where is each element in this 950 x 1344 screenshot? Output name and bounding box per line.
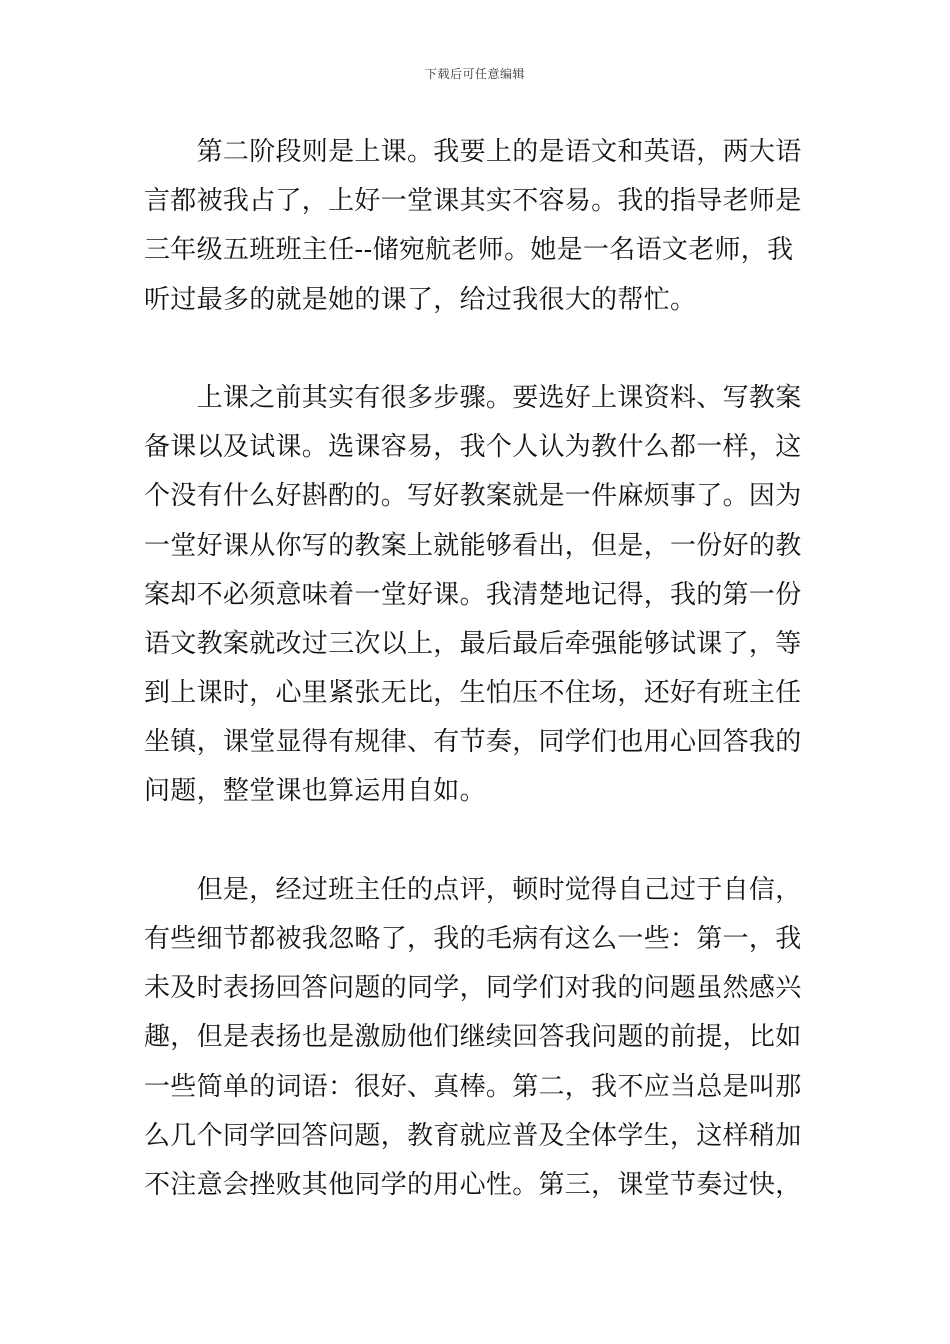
text-line: 到上课时，心里紧张无比，生怕压不住场，还好有班主任 bbox=[144, 678, 802, 709]
paragraph-gap bbox=[144, 325, 808, 374]
text-line: 听过最多的就是她的课了，给过我很大的帮忙。 bbox=[144, 284, 697, 315]
text-line: 未及时表扬回答问题的同学，同学们对我的问题虽然感兴 bbox=[144, 973, 802, 1004]
text-line: 坐镇，课堂显得有规律、有节奏，同学们也用心回答我的 bbox=[144, 727, 802, 758]
text-line: 但是，经过班主任的点评，顿时觉得自己过于自信， bbox=[144, 874, 802, 905]
text-line: 三年级五班班主任--储宛航老师。她是一名语文老师，我 bbox=[144, 235, 794, 266]
paragraph-gap bbox=[144, 817, 808, 866]
text-line: 上课之前其实有很多步骤。要选好上课资料、写教案 bbox=[144, 382, 802, 413]
text-line: 一堂好课从你写的教案上就能够看出，但是，一份好的教 bbox=[144, 530, 802, 561]
text-line: 语文教案就改过三次以上，最后最后牵强能够试课了，等 bbox=[144, 628, 802, 659]
text-line: 第二阶段则是上课。我要上的是语文和英语，两大语 bbox=[144, 137, 802, 167]
text-line: 备课以及试课。选课容易，我个人认为教什么都一样，这 bbox=[144, 432, 802, 463]
text-line: 言都被我占了，上好一堂课其实不容易。我的指导老师是 bbox=[144, 186, 802, 217]
text-line: 一些简单的词语：很好、真棒。第二，我不应当总是叫那 bbox=[144, 1071, 802, 1102]
text-line: 不注意会挫败其他同学的用心性。第三，课堂节奏过快， bbox=[144, 1169, 802, 1200]
text-line: 趣，但是表扬也是激励他们继续回答我问题的前提，比如 bbox=[144, 1022, 802, 1053]
paragraph-2 bbox=[144, 374, 808, 817]
text-line: 问题，整堂课也算运用自如。 bbox=[144, 776, 486, 807]
text-line: 个没有什么好斟酌的。写好教案就是一件麻烦事了。因为 bbox=[144, 481, 802, 512]
text-line: 有些细节都被我忽略了，我的毛病有这么一些：第一，我 bbox=[144, 924, 802, 954]
page-header: 下载后可任意编辑 bbox=[424, 67, 525, 81]
paragraph-1 bbox=[144, 128, 808, 325]
document-body bbox=[144, 128, 808, 1210]
text-line: 案却不必须意味着一堂好课。我清楚地记得，我的第一份 bbox=[144, 579, 802, 610]
text-line: 么几个同学回答问题，教育就应普及全体学生，这样稍加 bbox=[144, 1120, 802, 1151]
paragraph-3 bbox=[144, 866, 808, 1210]
